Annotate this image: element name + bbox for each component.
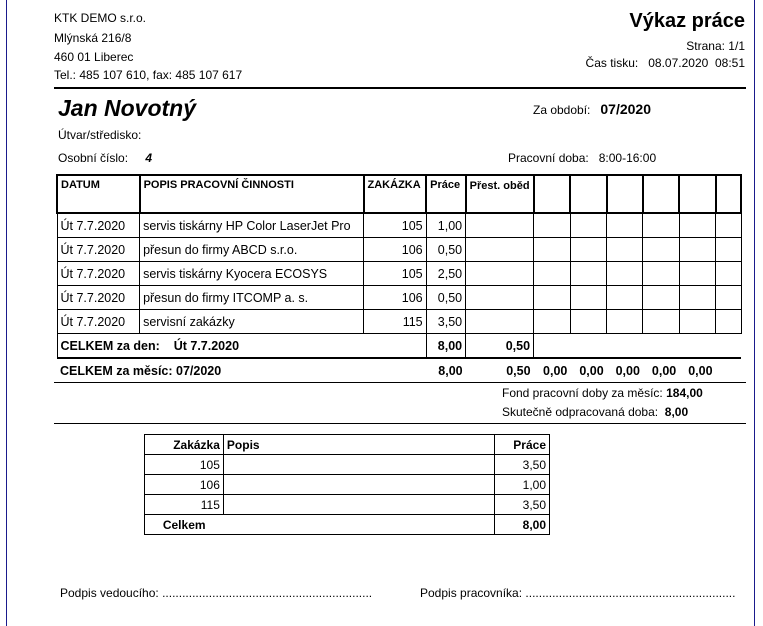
row-order: 105 [364,262,427,286]
print-time [586,56,745,70]
row-extra [607,286,643,310]
month-total-extra: 0,00 [534,358,571,382]
actual-label: Skutečně odpracovaná doba: [502,405,659,419]
col-extra [643,175,679,213]
row-extra [643,310,679,334]
table-header-row [57,175,741,213]
period [533,101,651,117]
table-row [57,238,741,262]
summary-order: 106 [145,475,224,495]
row-work: 3,50 [426,310,466,334]
col-order: ZAKÁZKA [364,175,427,213]
month-total-break: 0,50 [466,358,534,382]
row-order: 115 [364,310,427,334]
row-date: Út 7.7.2020 [57,213,140,238]
row-break [466,238,534,262]
month-total-row [57,358,741,382]
row-desc: přesun do firmy ITCOMP a. s. [140,286,364,310]
row-extra [716,213,741,238]
summary-total-row [145,515,550,535]
row-extra [643,213,679,238]
summary-col-desc: Popis [223,435,494,455]
row-extra [534,286,571,310]
row-extra [534,213,571,238]
row-extra [716,262,741,286]
day-total-extra [534,334,741,359]
row-extra [570,310,606,334]
summary-total-value: 8,00 [495,515,550,535]
row-break [466,213,534,238]
day-total-text: CELKEM za den: [60,338,160,353]
header-divider [54,87,746,89]
summary-work: 3,50 [495,495,550,515]
print-date: 08.07.2020 [648,56,709,70]
employee-signature-label: Podpis pracovníka: [420,586,523,600]
summary-col-order: Zakázka [145,435,224,455]
row-extra [534,238,571,262]
row-extra [607,262,643,286]
summary-work: 1,00 [495,475,550,495]
row-extra [643,262,679,286]
actual-hours [502,405,688,419]
summary-work: 3,50 [495,455,550,475]
row-extra [643,238,679,262]
print-clock: 08:51 [714,56,745,70]
day-total-date: Út 7.7.2020 [173,338,240,353]
summary-header-row [145,435,550,455]
working-hours-label: Pracovní doba: [508,151,589,165]
row-break [466,262,534,286]
month-total-label: CELKEM za měsíc: 07/2020 [57,358,426,382]
row-extra [570,286,606,310]
summary-total-label: Celkem [145,515,224,535]
employee-signature-line: ............................................................... [525,586,736,600]
personal-number [58,151,152,165]
row-date: Út 7.7.2020 [57,238,140,262]
row-date: Út 7.7.2020 [57,262,140,286]
row-date: Út 7.7.2020 [57,310,140,334]
row-extra [534,310,571,334]
summary-col-work: Práce [495,435,550,455]
report-page [6,0,755,626]
row-work: 2,50 [426,262,466,286]
summary-total-blank [223,515,494,535]
row-desc: servis tiskárny Kyocera ECOSYS [140,262,364,286]
row-extra [716,310,741,334]
row-extra [679,310,715,334]
col-extra [607,175,643,213]
fund-value: 184,00 [666,386,703,400]
company-name: KTK DEMO s.r.o. [54,11,147,25]
personal-number-label: Osobní číslo: [58,151,129,165]
day-total-label [57,334,426,359]
manager-signature-line: ............................................................... [162,586,373,600]
row-extra [570,213,606,238]
month-total-extra: 0,00 [643,358,679,382]
row-extra [607,213,643,238]
row-order: 106 [364,286,427,310]
fund-label: Fond pracovní doby za měsíc: [502,386,663,400]
summary-divider [54,423,746,424]
manager-signature [60,586,372,600]
row-break [466,286,534,310]
row-desc: servisní zakázky [140,310,364,334]
table-row [57,310,741,334]
employee-signature [420,586,735,600]
summary-row [145,495,550,515]
fund-hours [502,386,703,400]
summary-desc [223,495,494,515]
row-work: 0,50 [426,286,466,310]
row-work: 0,50 [426,238,466,262]
row-extra [607,238,643,262]
col-extra [679,175,715,213]
summary-order: 115 [145,495,224,515]
row-extra [716,238,741,262]
row-order: 105 [364,213,427,238]
day-total-break: 0,50 [466,334,534,359]
totals-divider [54,382,746,383]
month-total-extra: 0,00 [679,358,715,382]
row-extra [679,286,715,310]
row-extra [679,238,715,262]
summary-table [144,434,550,535]
col-work: Práce [426,175,466,213]
actual-value: 8,00 [664,405,689,419]
row-desc: servis tiskárny HP Color LaserJet Pro [140,213,364,238]
manager-signature-label: Podpis vedoucího: [60,586,159,600]
row-desc: přesun do firmy ABCD s.r.o. [140,238,364,262]
company-street: Mlýnská 216/8 [54,31,132,45]
row-extra [607,310,643,334]
row-work: 1,00 [426,213,466,238]
col-date: DATUM [57,175,140,213]
summary-row [145,475,550,495]
row-extra [534,262,571,286]
department-label: Útvar/středisko: [58,128,142,142]
row-break [466,310,534,334]
row-extra [716,286,741,310]
col-break: Přest. oběd [466,175,534,213]
day-total-work: 8,00 [426,334,466,359]
row-extra [679,213,715,238]
col-extra [570,175,606,213]
report-title: Výkaz práce [629,10,745,32]
table-row [57,262,741,286]
department [58,128,141,142]
work-table [56,174,742,382]
summary-desc [223,475,494,495]
summary-desc [223,455,494,475]
personal-number-value: 4 [145,151,153,165]
month-total-blank [716,358,741,382]
period-value: 07/2020 [600,101,651,117]
working-hours-value: 8:00-16:00 [598,151,657,165]
row-extra [679,262,715,286]
col-extra [716,175,741,213]
page-number: Strana: 1/1 [686,39,745,53]
day-total-row [57,334,741,359]
print-time-label: Čas tisku: [585,56,639,70]
summary-order: 105 [145,455,224,475]
month-total-extra: 0,00 [607,358,643,382]
col-desc: POPIS PRACOVNÍ ČINNOSTI [140,175,364,213]
row-date: Út 7.7.2020 [57,286,140,310]
month-total-work: 8,00 [426,358,466,382]
period-label: Za období: [533,103,591,117]
table-row [57,286,741,310]
table-row [57,213,741,238]
working-hours [508,151,656,165]
col-extra [534,175,571,213]
company-city: 460 01 Liberec [54,50,134,64]
summary-row [145,455,550,475]
row-order: 106 [364,238,427,262]
row-extra [643,286,679,310]
month-total-extra: 0,00 [570,358,606,382]
employee-name: Jan Novotný [58,95,197,121]
company-contact: Tel.: 485 107 610, fax: 485 107 617 [54,68,243,82]
row-extra [570,262,606,286]
row-extra [570,238,606,262]
